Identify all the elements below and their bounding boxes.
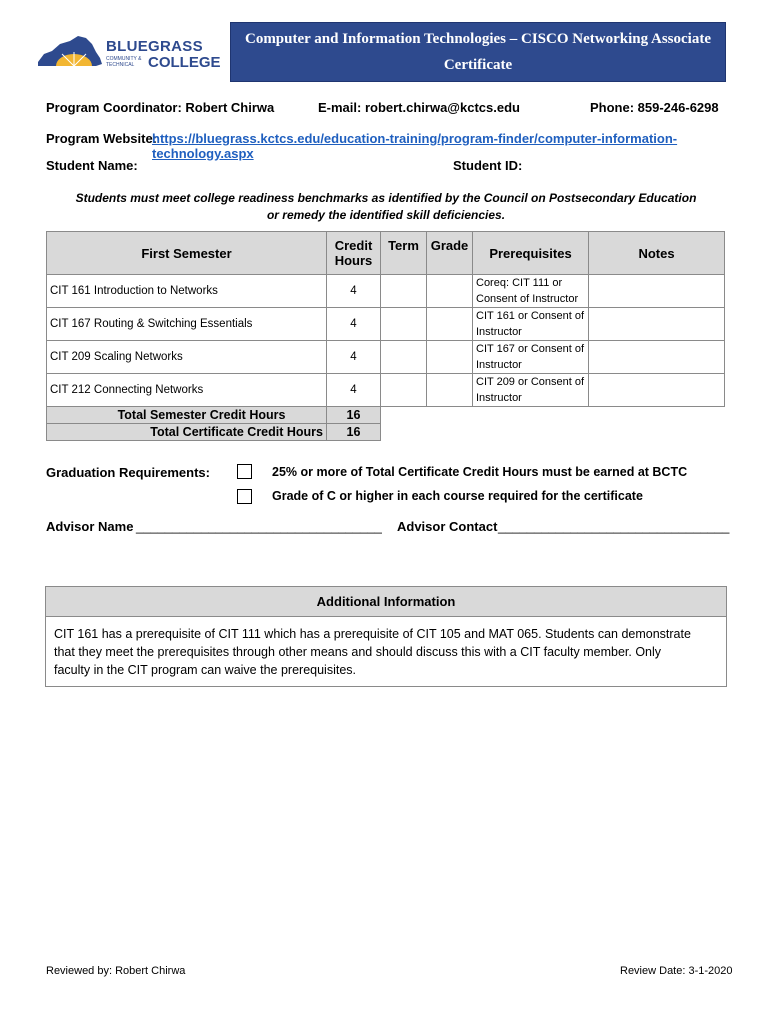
requirement-text-1: 25% or more of Total Certificate Credit Hours must be earned at BCTC xyxy=(272,465,688,479)
reviewed-by: Reviewed by: Robert Chirwa xyxy=(46,965,186,977)
prereq-line: CIT 209 or Consent of xyxy=(476,376,585,388)
advisor-name-line[interactable]: __________________________________ xyxy=(136,519,382,534)
course-name: CIT 167 Routing & Switching Essentials xyxy=(47,308,327,341)
course-hours: 4 xyxy=(327,275,381,308)
header-grade: Grade xyxy=(427,232,473,275)
additional-info-line: faculty in the CIT program can waive the prerequisites. xyxy=(54,663,356,677)
grade-cell[interactable] xyxy=(427,341,473,374)
total-certificate-row xyxy=(47,424,725,441)
header-credit-line1: Credit xyxy=(334,238,373,253)
prereq-line: Consent of Instructor xyxy=(476,293,579,305)
header-credit-hours xyxy=(327,232,381,275)
grade-cell[interactable] xyxy=(427,308,473,341)
title-line-1: Computer and Information Technologies – CISCO Networking Associate xyxy=(244,31,711,47)
prereq-cell xyxy=(473,374,589,407)
table-header-row xyxy=(47,232,725,275)
advisor-contact-label: Advisor Contact xyxy=(397,519,498,534)
table-row xyxy=(47,275,725,308)
title-line-2: Certificate xyxy=(443,57,513,73)
logo-wordmark-small: COMMUNITY & TECHNICAL xyxy=(106,56,142,68)
program-coordinator: Program Coordinator: Robert Chirwa xyxy=(46,100,275,115)
logo-wordmark-top: BLUEGRASS xyxy=(106,38,203,55)
additional-info-box xyxy=(45,586,727,687)
college-logo xyxy=(38,34,221,74)
notice-line-1: Students must meet college readiness benchmarks as identified by the Council on Postsecondary Education xyxy=(75,191,697,205)
term-cell[interactable] xyxy=(381,341,427,374)
term-cell[interactable] xyxy=(381,308,427,341)
additional-info-body xyxy=(46,617,726,679)
notes-cell[interactable] xyxy=(589,374,725,407)
prereq-line: CIT 161 or Consent of xyxy=(476,310,585,322)
term-cell[interactable] xyxy=(381,275,427,308)
total-semester-value: 16 xyxy=(327,407,381,424)
total-semester-row xyxy=(47,407,725,424)
review-date: Review Date: 3-1-2020 xyxy=(620,965,733,977)
advisor-name-label: Advisor Name xyxy=(46,519,134,534)
prereq-cell xyxy=(473,341,589,374)
prereq-line: Coreq: CIT 111 or xyxy=(476,277,563,289)
total-semester-label: Total Semester Credit Hours xyxy=(47,407,327,424)
notes-cell[interactable] xyxy=(589,308,725,341)
title-banner xyxy=(230,22,726,82)
course-table xyxy=(46,231,725,441)
additional-info-heading: Additional Information xyxy=(46,587,726,617)
course-name: CIT 212 Connecting Networks xyxy=(47,374,327,407)
table-row xyxy=(47,308,725,341)
course-name: CIT 161 Introduction to Networks xyxy=(47,275,327,308)
header-first-semester: First Semester xyxy=(47,232,327,275)
course-hours: 4 xyxy=(327,374,381,407)
requirement-checkbox-2[interactable] xyxy=(237,489,252,504)
coordinator-email: E-mail: robert.chirwa@kctcs.edu xyxy=(318,100,520,115)
advisor-contact-line[interactable]: ________________________________ xyxy=(498,519,730,534)
prereq-line: Instructor xyxy=(476,326,522,338)
notes-cell[interactable] xyxy=(589,341,725,374)
readiness-notice xyxy=(46,190,726,224)
course-hours: 4 xyxy=(327,308,381,341)
prereq-cell xyxy=(473,308,589,341)
program-website-link[interactable]: https://bluegrass.kctcs.edu/education-training/program-finder/computer-information-technology.aspx xyxy=(152,131,678,161)
header-prerequisites: Prerequisites xyxy=(473,232,589,275)
total-certificate-label: Total Certificate Credit Hours xyxy=(47,424,327,441)
course-name: CIT 209 Scaling Networks xyxy=(47,341,327,374)
table-row xyxy=(47,374,725,407)
additional-info-line: that they meet the prerequisites through other means and should discuss this with a CIT faculty member. Only xyxy=(54,645,662,659)
prereq-line: Instructor xyxy=(476,359,522,371)
graduation-requirements-label: Graduation Requirements: xyxy=(46,465,210,480)
notes-cell[interactable] xyxy=(589,275,725,308)
term-cell[interactable] xyxy=(381,374,427,407)
requirement-text-2: Grade of C or higher in each course required for the certificate xyxy=(272,489,643,503)
student-name-label: Student Name: xyxy=(46,158,138,173)
coordinator-phone: Phone: 859-246-6298 xyxy=(590,100,719,115)
requirement-checkbox-1[interactable] xyxy=(237,464,252,479)
grade-cell[interactable] xyxy=(427,374,473,407)
student-id-label: Student ID: xyxy=(453,158,523,173)
prereq-line: Instructor xyxy=(476,392,522,404)
prereq-cell xyxy=(473,275,589,308)
header-notes: Notes xyxy=(589,232,725,275)
course-hours: 4 xyxy=(327,341,381,374)
program-website-label: Program Website: xyxy=(46,131,158,146)
additional-info-line: CIT 161 has a prerequisite of CIT 111 which has a prerequisite of CIT 105 and MAT 065. Students can demonstrate xyxy=(54,627,691,641)
header-term: Term xyxy=(381,232,427,275)
total-certificate-value: 16 xyxy=(327,424,381,441)
prereq-line: CIT 167 or Consent of xyxy=(476,343,585,355)
logo-wordmark-bottom: COLLEGE xyxy=(148,54,221,71)
notice-line-2: or remedy the identified skill deficiencies. xyxy=(266,208,506,222)
header-credit-line2: Hours xyxy=(334,253,373,268)
grade-cell[interactable] xyxy=(427,275,473,308)
table-row xyxy=(47,341,725,374)
